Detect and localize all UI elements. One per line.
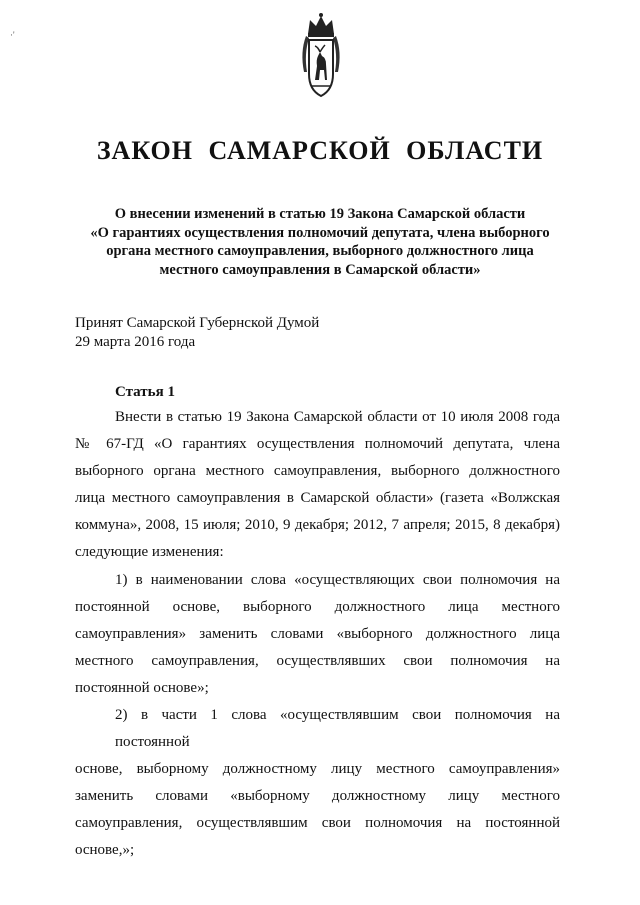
paragraph-line: основе,»;: [75, 842, 135, 858]
subtitle-line: «О гарантиях осуществления полномочий депутата, члена выборного: [90, 224, 550, 241]
paragraph-line: постоянной основе, выборного должностного лица местного: [75, 599, 560, 615]
subtitle-line: местного самоуправления в Самарской области»: [159, 261, 481, 278]
paragraph-line: коммуна», 2008, 15 июля; 2010, 9 декабря; 2012, 7 апреля; 2015, 8 декабря): [75, 517, 560, 533]
paragraph-line: Внести в статью 19 Закона Самарской области от 10 июля 2008 года: [115, 409, 560, 425]
paragraph-line: выборного органа местного самоуправления, выборного должностного: [75, 463, 560, 479]
adoption-date: 29 марта 2016 года: [75, 333, 196, 350]
paragraph-line: заменить словами «выборному должностному лицу местного: [75, 788, 560, 804]
paragraph-line: 2) в части 1 слова «осуществлявшим свои полномочия на постоянной: [115, 707, 560, 750]
paragraph-line: 1) в наименовании слова «осуществляющих свои полномочия на: [115, 572, 560, 588]
samara-coat-of-arms-icon: [296, 12, 346, 104]
paragraph-line: основе, выборному должностному лицу местного самоуправления»: [75, 761, 560, 777]
paragraph-line: местного самоуправления, осуществлявших свои полномочия на: [75, 653, 560, 669]
law-title: ЗАКОН САМАРСКОЙ ОБЛАСТИ: [96, 136, 544, 165]
paragraph-line: самоуправления, осуществлявшим свои полномочия на постоянной: [75, 815, 560, 831]
article-intro-paragraph: [75, 404, 560, 566]
adoption-info: [75, 314, 319, 351]
article-item-1: [75, 567, 560, 702]
adoption-body: Принят Самарской Губернской Думой: [75, 315, 320, 331]
article-heading: Статья 1: [115, 384, 175, 400]
paragraph-line: № 67-ГД «О гарантиях осуществления полномочий депутата, члена: [75, 436, 560, 452]
paragraph-line: постоянной основе»;: [75, 680, 209, 696]
law-subtitle: [60, 205, 580, 279]
paragraph-line: лица местного самоуправления в Самарской области» (газета «Волжская: [75, 490, 560, 506]
paragraph-line: следующие изменения:: [75, 544, 224, 560]
article-item-2: [75, 702, 560, 864]
scan-mark: ·': [10, 30, 15, 40]
subtitle-line: О внесении изменений в статью 19 Закона Самарской области: [114, 206, 526, 222]
subtitle-line: органа местного самоуправления, выборного должностного лица: [106, 243, 534, 259]
paragraph-line: самоуправления» заменить словами «выборного должностного лица: [75, 626, 560, 642]
